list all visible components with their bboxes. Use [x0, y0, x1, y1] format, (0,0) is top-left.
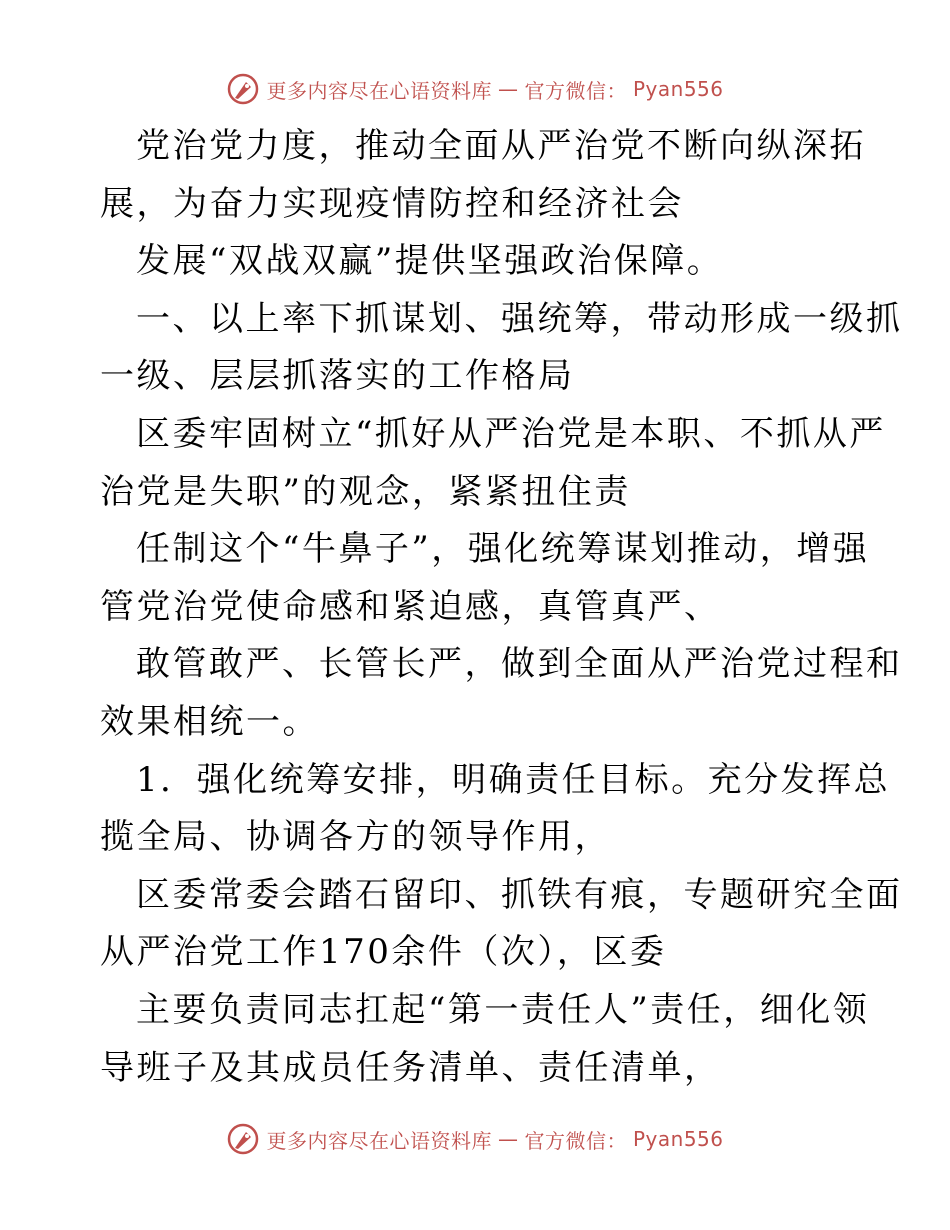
paragraph-line: 任制这个“牛鼻子”，强化统筹谋划推动，增强 — [136, 529, 870, 570]
paragraph-line: 主要负责同志扛起“第一责任人”责任，细化领 — [136, 989, 870, 1030]
watermark-dash: — — [497, 1127, 519, 1151]
watermark-site-text: 更多内容尽在心语资料库 — [266, 78, 492, 103]
header-watermark — [0, 72, 950, 106]
paragraph-line: 党治党力度，推动全面从严治党不断向纵深拓 — [136, 126, 866, 166]
watermark-site-text: 更多内容尽在心语资料库 — [266, 1128, 492, 1153]
paragraph-line: 敢管敢严、长管长严，做到全面从严治党过程和 — [136, 644, 903, 685]
watermark-wechat-id: Pyan556 — [632, 1127, 724, 1151]
paragraph-line: 展，为奋力实现疫情防控和经济社会 — [100, 183, 684, 224]
section-heading-line: 一级、层层抓落实的工作格局 — [100, 356, 575, 397]
paragraph-line: 效果相统一。 — [100, 701, 319, 742]
paragraph-line: 管党治党使命感和紧迫感，真管真严、 — [100, 586, 721, 627]
paragraph-line: 区委牢固树立“抓好从严治党是本职、不抓从严 — [136, 413, 886, 454]
paragraph-line: 区委常委会踏石留印、抓铁有痕，专题研究全面 — [136, 874, 903, 915]
paragraph-line: 导班子及其成员任务清单、责任清单， — [100, 1047, 721, 1088]
watermark-wechat-label: 官方微信： — [524, 1128, 627, 1153]
paragraph-line: 治党是失职”的观念，紧紧扭住责 — [100, 471, 631, 512]
pen-nib-logo-icon — [226, 72, 260, 106]
paragraph-line: 从严治党工作170余件（次），区委 — [100, 932, 667, 973]
watermark-dash: — — [497, 77, 519, 101]
paragraph-line: 揽全局、协调各方的领导作用， — [100, 817, 611, 858]
paragraph-line: 发展“双战双赢”提供坚强政治保障。 — [136, 241, 724, 282]
pen-nib-logo-icon — [226, 1122, 260, 1156]
section-heading-line: 一、以上率下抓谋划、强统筹，带动形成一级抓 — [136, 298, 903, 339]
subsection-heading-line: 1．强化统筹安排，明确责任目标。充分发挥总 — [136, 759, 891, 800]
footer-watermark — [0, 1122, 950, 1156]
watermark-wechat-label: 官方微信： — [524, 78, 627, 103]
watermark-wechat-id: Pyan556 — [632, 77, 724, 101]
document-body — [100, 118, 903, 1097]
